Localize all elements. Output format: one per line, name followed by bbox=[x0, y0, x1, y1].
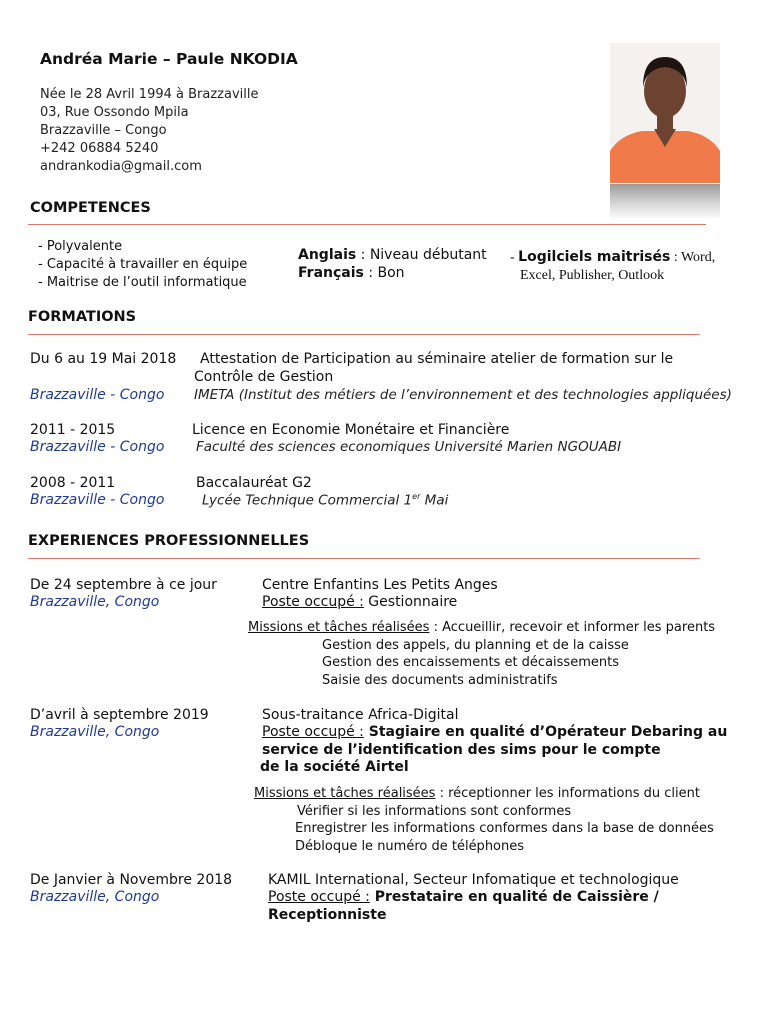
experience-location: Brazzaville, Congo bbox=[30, 889, 160, 905]
language-french: Français : Bon bbox=[298, 265, 405, 281]
software-label: Logilciels maitrisés bbox=[518, 249, 671, 265]
experience-post: Poste occupé : Stagiaire en qualité d’Opérateur Debaring au bbox=[262, 724, 728, 740]
address-line: 03, Rue Ossondo Mpila bbox=[40, 105, 189, 120]
software-skills: - Logilciels maitrisés : Word, Excel, Publisher, Outlook bbox=[510, 249, 716, 283]
contact-block bbox=[40, 86, 258, 176]
experience-missions: Missions et tâches réalisées : Accueillir, recevoir et informer les parents bbox=[248, 620, 716, 635]
experiences-divider bbox=[28, 558, 700, 559]
formation-date: Du 6 au 19 Mai 2018 bbox=[30, 351, 177, 367]
mission-item: Saisie des documents administratifs bbox=[322, 673, 558, 688]
formation-title: Baccalauréat G2 bbox=[196, 475, 312, 491]
formations-divider bbox=[28, 334, 700, 335]
photo-reflection bbox=[610, 184, 720, 220]
experience-location: Brazzaville, Congo bbox=[30, 594, 160, 610]
profile-photo bbox=[610, 43, 720, 183]
experience-post: Poste occupé : Gestionnaire bbox=[262, 594, 458, 610]
language-english: Anglais : Niveau débutant bbox=[298, 247, 487, 263]
languages-list bbox=[298, 246, 487, 282]
experience-date: De 24 septembre à ce jour bbox=[30, 577, 217, 593]
software-list: Excel, Publisher, Outlook bbox=[520, 268, 665, 283]
email-address: andrankodia@gmail.com bbox=[40, 159, 202, 174]
skill-item: - Polyvalente bbox=[38, 239, 123, 254]
experiences-title: EXPERIENCES PROFESSIONNELLES bbox=[28, 533, 310, 549]
formations-title: FORMATIONS bbox=[28, 309, 137, 325]
experience-location: Brazzaville, Congo bbox=[30, 724, 160, 740]
experience-missions: Missions et tâches réalisées : réceptionner les informations du client bbox=[254, 786, 700, 801]
skill-item: - Capacité à travailler en équipe bbox=[38, 257, 248, 272]
person-name: Andréa Marie – Paule NKODIA bbox=[40, 50, 298, 68]
birth-info: Née le 28 Avril 1994 à Brazzaville bbox=[40, 87, 259, 102]
formation-location: Brazzaville - Congo bbox=[30, 439, 165, 455]
formation-location: Brazzaville - Congo bbox=[30, 492, 165, 508]
formation-title: Attestation de Participation au séminaire atelier de formation sur le bbox=[200, 351, 674, 367]
formation-date: 2008 - 2011 bbox=[30, 475, 116, 491]
mission-item: Gestion des encaissements et décaissements bbox=[322, 655, 619, 670]
competences-divider bbox=[28, 224, 706, 225]
formation-location: Brazzaville - Congo bbox=[30, 387, 165, 403]
phone-number: +242 06884 5240 bbox=[40, 141, 159, 156]
formation-title: Licence en Economie Monétaire et Financière bbox=[192, 422, 510, 438]
formation-institution: Faculté des sciences economiques Université Marien NGOUABI bbox=[196, 439, 622, 455]
experience-date: D’avril à septembre 2019 bbox=[30, 707, 209, 723]
experience-post-cont: Receptionniste bbox=[268, 907, 387, 923]
experience-company: Sous-traitance Africa-Digital bbox=[262, 707, 459, 723]
experience-post-cont: service de l’identification des sims pour le compte bbox=[262, 742, 661, 758]
experience-company: KAMIL International, Secteur Infomatique et technologique bbox=[268, 872, 679, 888]
city-country: Brazzaville – Congo bbox=[40, 123, 167, 138]
mission-item: Vérifier si les informations sont conformes bbox=[297, 804, 572, 819]
mission-item: Débloque le numéro de téléphones bbox=[295, 839, 525, 854]
formation-title-cont: Contrôle de Gestion bbox=[194, 369, 334, 385]
mission-item: Enregistrer les informations conformes dans la base de données bbox=[295, 821, 714, 836]
experience-date: De Janvier à Novembre 2018 bbox=[30, 872, 233, 888]
experience-company: Centre Enfantins Les Petits Anges bbox=[262, 577, 498, 593]
formation-date: 2011 - 2015 bbox=[30, 422, 116, 438]
competences-title: COMPETENCES bbox=[30, 200, 151, 216]
mission-item: Gestion des appels, du planning et de la caisse bbox=[322, 638, 629, 653]
formation-institution: Lycée Technique Commercial 1er Mai bbox=[202, 492, 449, 509]
skill-item: - Maitrise de l’outil informatique bbox=[38, 275, 247, 290]
experience-post-cont: de la société Airtel bbox=[260, 759, 409, 775]
skills-list bbox=[38, 238, 247, 292]
experience-post: Poste occupé : Prestataire en qualité de Caissière / bbox=[268, 889, 659, 905]
formation-institution: IMETA (Institut des métiers de l’environnement et des technologies appliquées) bbox=[194, 387, 732, 403]
